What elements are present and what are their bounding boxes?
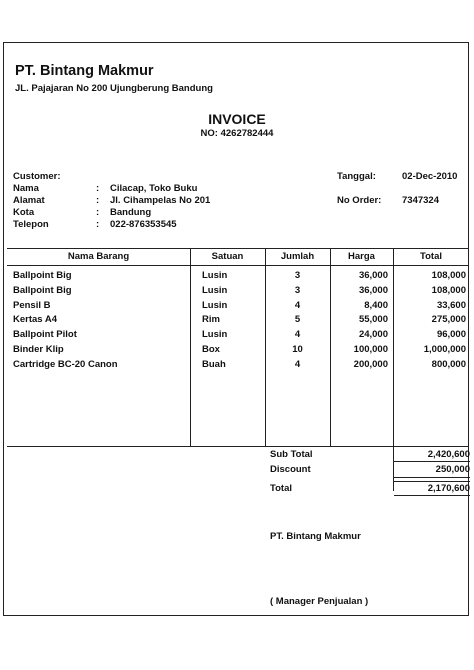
header-divider bbox=[7, 265, 469, 266]
header-price: Harga bbox=[348, 251, 375, 262]
total-bottom-line bbox=[394, 495, 470, 496]
cell-unit: Lusin bbox=[202, 329, 228, 341]
cell-total: 275,000 bbox=[431, 314, 466, 326]
table-row bbox=[7, 314, 469, 329]
header-total: Total bbox=[420, 251, 442, 262]
cell-total: 1,000,000 bbox=[423, 344, 466, 355]
cell-item: Pensil B bbox=[13, 299, 51, 311]
cell-item: Ballpoint Big bbox=[13, 270, 72, 281]
company-address: JL. Pajajaran No 200 Ujungberung Bandung bbox=[15, 83, 213, 94]
header-unit: Satuan bbox=[211, 251, 244, 262]
subtotal-value: 2,420,600 bbox=[427, 449, 470, 460]
cell-item: Kertas A4 bbox=[13, 314, 58, 326]
cell-total: 96,000 bbox=[436, 329, 466, 341]
discount-value: 250,000 bbox=[435, 464, 470, 475]
colon: : bbox=[96, 219, 100, 230]
table-row bbox=[7, 344, 469, 359]
customer-name-value: Cilacap, Toko Buku bbox=[110, 183, 198, 194]
table-row bbox=[7, 285, 469, 300]
cell-price: 55,000 bbox=[358, 314, 388, 326]
cell-total: 108,000 bbox=[431, 284, 466, 296]
customer-heading: Customer: bbox=[13, 171, 61, 182]
date-label: Tanggal: bbox=[337, 171, 376, 182]
invoice-number: NO: 4262782444 bbox=[200, 128, 274, 139]
table-row bbox=[7, 300, 469, 315]
customer-phone-label: Telepon bbox=[13, 219, 49, 230]
cell-qty: 3 bbox=[294, 284, 301, 296]
cell-price: 200,000 bbox=[353, 358, 388, 370]
colon: : bbox=[96, 195, 100, 206]
customer-name-label: Nama bbox=[13, 183, 39, 194]
invoice-title: INVOICE bbox=[208, 111, 266, 127]
totals-divider bbox=[393, 445, 394, 491]
invoice-sheet bbox=[3, 42, 469, 616]
total-value: 2,170,600 bbox=[427, 483, 470, 494]
table-row bbox=[7, 359, 469, 374]
header-qty: Jumlah bbox=[280, 251, 315, 262]
cell-total: 108,000 bbox=[431, 270, 466, 281]
cell-item: Ballpoint Big bbox=[13, 284, 72, 296]
customer-address-label: Alamat bbox=[13, 195, 45, 206]
table-row bbox=[7, 329, 469, 344]
cell-unit: Lusin bbox=[202, 284, 228, 296]
cell-unit: Lusin bbox=[202, 299, 228, 311]
header-item: Nama Barang bbox=[67, 251, 130, 262]
cell-qty: 5 bbox=[294, 314, 301, 326]
cell-item: Binder Klip bbox=[13, 344, 64, 355]
customer-address-value: Jl. Cihampelas No 201 bbox=[110, 195, 211, 206]
discount-underline bbox=[394, 477, 470, 478]
colon: : bbox=[96, 183, 100, 194]
cell-price: 24,000 bbox=[358, 329, 388, 341]
cell-unit: Lusin bbox=[202, 270, 228, 281]
total-label: Total bbox=[270, 483, 292, 494]
cell-item: Ballpoint Pilot bbox=[13, 329, 77, 341]
cell-price: 100,000 bbox=[353, 344, 388, 355]
cell-total: 800,000 bbox=[431, 358, 466, 370]
cell-qty: 4 bbox=[294, 358, 301, 370]
signature-company: PT. Bintang Makmur bbox=[270, 531, 361, 542]
cell-unit: Rim bbox=[202, 314, 220, 326]
customer-city-label: Kota bbox=[13, 207, 35, 218]
subtotal-label: Sub Total bbox=[270, 449, 313, 460]
cell-qty: 4 bbox=[294, 329, 301, 341]
cell-qty: 3 bbox=[294, 270, 301, 281]
cell-item: Cartridge BC-20 Canon bbox=[13, 358, 118, 370]
table-row bbox=[7, 270, 469, 285]
order-value: 7347324 bbox=[402, 195, 439, 206]
cell-price: 36,000 bbox=[358, 270, 388, 281]
order-label: No Order: bbox=[337, 195, 382, 206]
customer-phone-value: 022-876353545 bbox=[110, 219, 177, 230]
cell-qty: 10 bbox=[292, 344, 303, 355]
subtotal-underline bbox=[394, 461, 470, 462]
cell-price: 36,000 bbox=[358, 284, 388, 296]
customer-city-value: Bandung bbox=[110, 207, 152, 218]
items-table bbox=[7, 248, 469, 447]
cell-qty: 4 bbox=[294, 299, 301, 311]
date-value: 02-Dec-2010 bbox=[402, 171, 458, 182]
cell-total: 33,600 bbox=[436, 299, 466, 311]
discount-label: Discount bbox=[270, 464, 311, 475]
cell-unit: Buah bbox=[202, 358, 226, 370]
signature-role: ( Manager Penjualan ) bbox=[270, 596, 369, 607]
cell-price: 8,400 bbox=[364, 299, 388, 311]
cell-unit: Box bbox=[202, 344, 220, 355]
total-top-line bbox=[394, 481, 470, 482]
colon: : bbox=[96, 207, 100, 218]
company-name: PT. Bintang Makmur bbox=[15, 63, 154, 79]
